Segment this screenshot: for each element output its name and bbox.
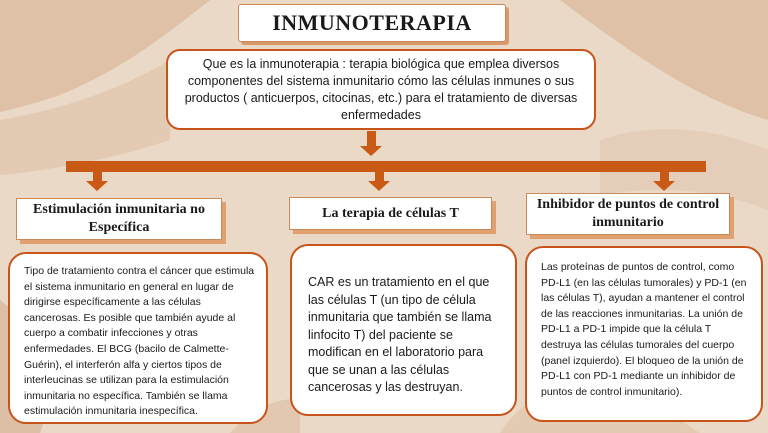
connector-bar bbox=[66, 161, 706, 172]
down-arrow-icon bbox=[653, 181, 675, 191]
page-title: INMUNOTERAPIA bbox=[238, 4, 506, 42]
category-heading-nonspecific bbox=[16, 198, 222, 240]
down-arrow-icon bbox=[86, 181, 108, 191]
category-description-checkpoint bbox=[525, 246, 763, 422]
down-arrow-icon bbox=[368, 181, 390, 191]
connector-stem bbox=[367, 131, 376, 147]
category-description-tcell bbox=[290, 244, 517, 416]
category-description-text: CAR es un tratamiento en el que las células T (un tipo de célula inmunitaria que también se llama linfocito T) del paciente se modifican en el laboratorio para que se unan a las células cancerosas y las destruyan. bbox=[308, 275, 492, 394]
definition-text: Que es la inmunoterapia : terapia biológica que emplea diversos componentes del sistema inmunitario cómo las células inmunes o sus productos ( anticuerpos, citocinas, etc.) para el tratamiento de diversas enfermedades bbox=[184, 56, 578, 122]
category-description-text: Tipo de tratamiento contra el cáncer que estimula el sistema inmunitario en general en lugar de dirigirse específicamente a las células cancerosas. Es posible que también ayude al cuerpo a combatir infecciones y otras enfermedades. El BCG (bacilo de Calmette-Guérin), el interferón alfa y ciertos tipos de interleucinas se utilizan para la estimulación inmunitaria no específica. También se llama estimulación inmunitaria inespecífica. bbox=[24, 265, 255, 418]
definition-box bbox=[166, 49, 596, 130]
category-description-text: Las proteínas de puntos de control, como PD-L1 (en las células tumorales) y PD-1 (en las células T), ayudan a mantener el control de las reacciones inmunitarias. La unión de PD-L1 a PD-1 impide que la célula T destruya las células tumorales del cuerpo (panel izquierdo). El bloqueo de la unión de PD-L1 con PD-1 mediante un inhibidor de puntos de control inmunitario). bbox=[541, 261, 747, 398]
category-heading-checkpoint bbox=[526, 193, 730, 235]
down-arrow-icon bbox=[360, 146, 382, 156]
category-heading-tcell bbox=[289, 197, 492, 230]
category-heading-label: La terapia de células T bbox=[322, 205, 459, 221]
category-heading-label: Inhibidor de puntos de control inmunitario bbox=[536, 197, 720, 230]
category-heading-label: Estimulación inmunitaria no Específica bbox=[33, 202, 205, 235]
category-description-nonspecific bbox=[8, 252, 268, 424]
